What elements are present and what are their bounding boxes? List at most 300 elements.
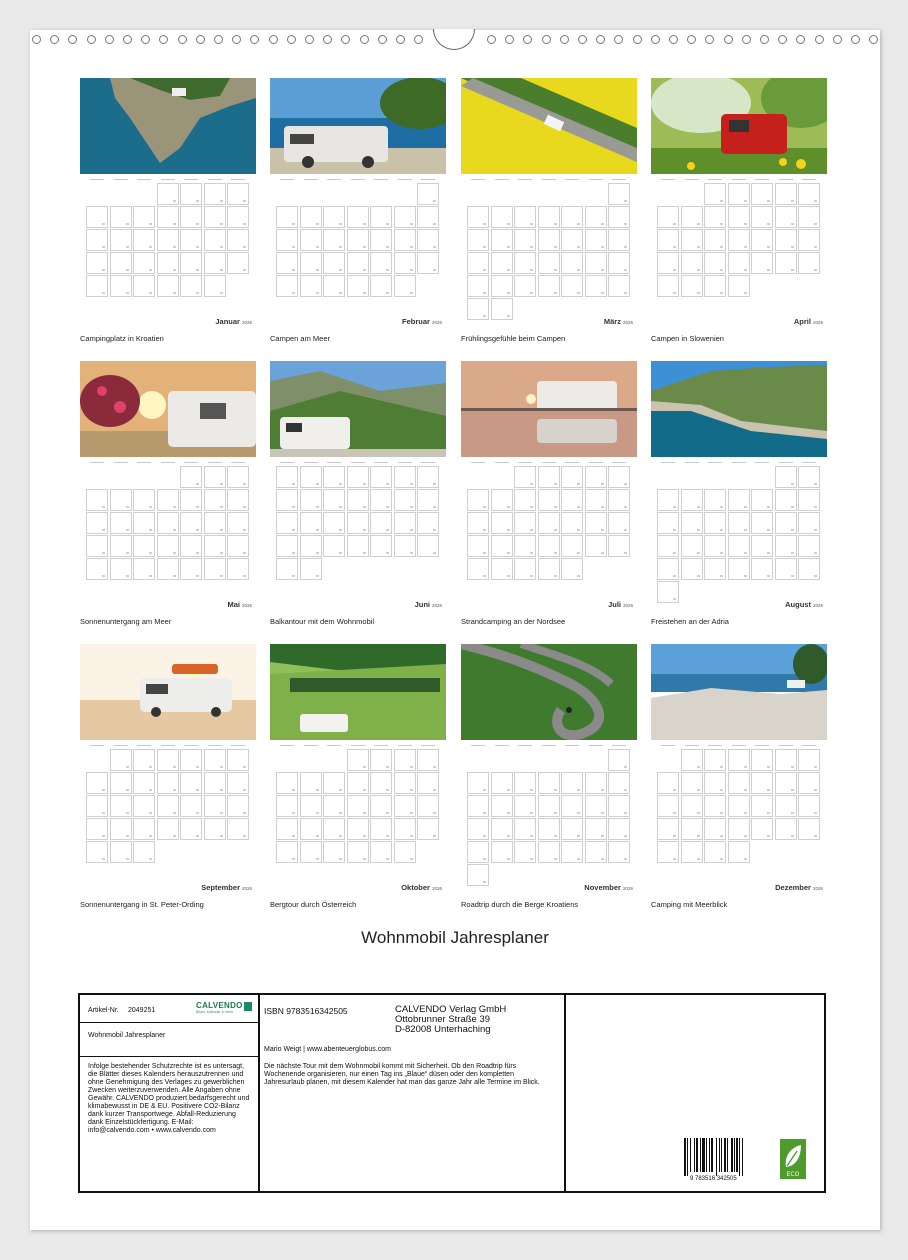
day-cell[interactable] (467, 512, 489, 534)
day-cell[interactable] (514, 512, 536, 534)
day-cell[interactable] (514, 466, 536, 488)
day-cell[interactable] (204, 206, 226, 228)
day-cell[interactable] (561, 795, 583, 817)
day-cell[interactable] (514, 252, 536, 274)
day-cell[interactable] (300, 772, 322, 794)
day-cell[interactable] (467, 298, 489, 320)
day-cell[interactable] (585, 466, 607, 488)
day-cell[interactable] (681, 795, 703, 817)
day-cell[interactable] (417, 206, 439, 228)
day-cell[interactable] (157, 558, 179, 580)
day-cell[interactable] (538, 512, 560, 534)
day-cell[interactable] (608, 818, 630, 840)
day-cell[interactable] (467, 864, 489, 886)
day-cell[interactable] (751, 252, 773, 274)
day-cell[interactable] (180, 252, 202, 274)
day-cell[interactable] (514, 772, 536, 794)
day-cell[interactable] (110, 512, 132, 534)
day-cell[interactable] (323, 535, 345, 557)
day-cell[interactable] (347, 275, 369, 297)
day-cell[interactable] (180, 183, 202, 205)
day-cell[interactable] (798, 795, 820, 817)
day-cell[interactable] (157, 795, 179, 817)
day-cell[interactable] (417, 229, 439, 251)
day-cell[interactable] (775, 252, 797, 274)
day-cell[interactable] (417, 818, 439, 840)
day-cell[interactable] (728, 841, 750, 863)
day-cell[interactable] (704, 818, 726, 840)
day-cell[interactable] (323, 772, 345, 794)
day-cell[interactable] (704, 558, 726, 580)
day-cell[interactable] (110, 772, 132, 794)
day-cell[interactable] (347, 229, 369, 251)
day-cell[interactable] (133, 795, 155, 817)
day-cell[interactable] (227, 183, 249, 205)
day-cell[interactable] (110, 229, 132, 251)
day-cell[interactable] (538, 489, 560, 511)
day-cell[interactable] (775, 772, 797, 794)
day-cell[interactable] (608, 183, 630, 205)
day-cell[interactable] (681, 229, 703, 251)
day-cell[interactable] (204, 252, 226, 274)
day-cell[interactable] (417, 749, 439, 771)
day-cell[interactable] (157, 229, 179, 251)
day-cell[interactable] (751, 183, 773, 205)
day-cell[interactable] (276, 466, 298, 488)
day-cell[interactable] (300, 229, 322, 251)
day-cell[interactable] (538, 558, 560, 580)
day-cell[interactable] (133, 841, 155, 863)
day-cell[interactable] (561, 535, 583, 557)
day-cell[interactable] (704, 795, 726, 817)
day-cell[interactable] (561, 206, 583, 228)
day-cell[interactable] (370, 252, 392, 274)
day-cell[interactable] (585, 489, 607, 511)
day-cell[interactable] (585, 795, 607, 817)
day-cell[interactable] (491, 275, 513, 297)
day-cell[interactable] (86, 206, 108, 228)
day-cell[interactable] (798, 466, 820, 488)
day-cell[interactable] (347, 252, 369, 274)
day-cell[interactable] (276, 818, 298, 840)
day-cell[interactable] (561, 558, 583, 580)
day-cell[interactable] (86, 489, 108, 511)
day-cell[interactable] (467, 206, 489, 228)
day-cell[interactable] (538, 275, 560, 297)
day-cell[interactable] (394, 252, 416, 274)
day-cell[interactable] (323, 206, 345, 228)
day-cell[interactable] (204, 275, 226, 297)
day-cell[interactable] (394, 772, 416, 794)
day-cell[interactable] (394, 535, 416, 557)
day-cell[interactable] (538, 795, 560, 817)
day-cell[interactable] (276, 772, 298, 794)
day-cell[interactable] (227, 252, 249, 274)
day-cell[interactable] (775, 466, 797, 488)
day-cell[interactable] (704, 252, 726, 274)
day-cell[interactable] (775, 795, 797, 817)
day-cell[interactable] (300, 558, 322, 580)
day-cell[interactable] (538, 466, 560, 488)
day-cell[interactable] (681, 749, 703, 771)
day-cell[interactable] (704, 535, 726, 557)
day-cell[interactable] (657, 275, 679, 297)
day-cell[interactable] (681, 489, 703, 511)
day-cell[interactable] (300, 535, 322, 557)
day-cell[interactable] (657, 581, 679, 603)
day-cell[interactable] (394, 818, 416, 840)
day-cell[interactable] (681, 206, 703, 228)
day-cell[interactable] (561, 466, 583, 488)
day-cell[interactable] (585, 275, 607, 297)
day-cell[interactable] (585, 841, 607, 863)
day-cell[interactable] (227, 489, 249, 511)
day-cell[interactable] (133, 749, 155, 771)
day-cell[interactable] (538, 535, 560, 557)
day-cell[interactable] (323, 818, 345, 840)
day-cell[interactable] (394, 841, 416, 863)
day-cell[interactable] (370, 818, 392, 840)
day-cell[interactable] (180, 558, 202, 580)
day-cell[interactable] (347, 512, 369, 534)
day-cell[interactable] (561, 229, 583, 251)
day-cell[interactable] (514, 841, 536, 863)
day-cell[interactable] (227, 558, 249, 580)
day-cell[interactable] (300, 252, 322, 274)
day-cell[interactable] (681, 558, 703, 580)
day-cell[interactable] (538, 206, 560, 228)
day-cell[interactable] (323, 275, 345, 297)
day-cell[interactable] (798, 489, 820, 511)
day-cell[interactable] (323, 795, 345, 817)
day-cell[interactable] (180, 206, 202, 228)
day-cell[interactable] (86, 535, 108, 557)
day-cell[interactable] (133, 558, 155, 580)
day-cell[interactable] (110, 795, 132, 817)
day-cell[interactable] (608, 252, 630, 274)
day-cell[interactable] (467, 772, 489, 794)
day-cell[interactable] (157, 252, 179, 274)
day-cell[interactable] (227, 206, 249, 228)
day-cell[interactable] (394, 795, 416, 817)
day-cell[interactable] (370, 749, 392, 771)
day-cell[interactable] (728, 489, 750, 511)
day-cell[interactable] (728, 275, 750, 297)
day-cell[interactable] (370, 795, 392, 817)
day-cell[interactable] (86, 818, 108, 840)
day-cell[interactable] (394, 749, 416, 771)
day-cell[interactable] (657, 206, 679, 228)
day-cell[interactable] (775, 206, 797, 228)
day-cell[interactable] (775, 818, 797, 840)
day-cell[interactable] (561, 275, 583, 297)
day-cell[interactable] (157, 749, 179, 771)
day-cell[interactable] (110, 275, 132, 297)
day-cell[interactable] (775, 512, 797, 534)
day-cell[interactable] (86, 558, 108, 580)
day-cell[interactable] (300, 512, 322, 534)
day-cell[interactable] (704, 206, 726, 228)
day-cell[interactable] (798, 229, 820, 251)
day-cell[interactable] (608, 772, 630, 794)
day-cell[interactable] (227, 749, 249, 771)
day-cell[interactable] (347, 489, 369, 511)
day-cell[interactable] (323, 252, 345, 274)
day-cell[interactable] (798, 252, 820, 274)
day-cell[interactable] (491, 818, 513, 840)
day-cell[interactable] (110, 206, 132, 228)
day-cell[interactable] (180, 818, 202, 840)
day-cell[interactable] (491, 512, 513, 534)
day-cell[interactable] (798, 535, 820, 557)
day-cell[interactable] (180, 512, 202, 534)
day-cell[interactable] (681, 512, 703, 534)
day-cell[interactable] (370, 772, 392, 794)
day-cell[interactable] (538, 772, 560, 794)
day-cell[interactable] (514, 206, 536, 228)
day-cell[interactable] (608, 206, 630, 228)
day-cell[interactable] (394, 466, 416, 488)
day-cell[interactable] (561, 818, 583, 840)
day-cell[interactable] (704, 841, 726, 863)
day-cell[interactable] (180, 772, 202, 794)
day-cell[interactable] (370, 229, 392, 251)
day-cell[interactable] (180, 489, 202, 511)
day-cell[interactable] (514, 795, 536, 817)
day-cell[interactable] (86, 229, 108, 251)
day-cell[interactable] (157, 275, 179, 297)
day-cell[interactable] (180, 535, 202, 557)
day-cell[interactable] (300, 818, 322, 840)
day-cell[interactable] (417, 772, 439, 794)
day-cell[interactable] (133, 252, 155, 274)
day-cell[interactable] (561, 512, 583, 534)
day-cell[interactable] (491, 772, 513, 794)
day-cell[interactable] (276, 841, 298, 863)
day-cell[interactable] (467, 489, 489, 511)
day-cell[interactable] (276, 512, 298, 534)
day-cell[interactable] (204, 749, 226, 771)
day-cell[interactable] (323, 229, 345, 251)
day-cell[interactable] (110, 489, 132, 511)
day-cell[interactable] (157, 818, 179, 840)
day-cell[interactable] (394, 206, 416, 228)
day-cell[interactable] (86, 252, 108, 274)
day-cell[interactable] (180, 749, 202, 771)
day-cell[interactable] (300, 206, 322, 228)
day-cell[interactable] (798, 818, 820, 840)
day-cell[interactable] (467, 841, 489, 863)
day-cell[interactable] (110, 558, 132, 580)
day-cell[interactable] (204, 535, 226, 557)
day-cell[interactable] (370, 206, 392, 228)
day-cell[interactable] (133, 229, 155, 251)
day-cell[interactable] (204, 183, 226, 205)
day-cell[interactable] (394, 229, 416, 251)
day-cell[interactable] (133, 772, 155, 794)
day-cell[interactable] (514, 558, 536, 580)
day-cell[interactable] (728, 795, 750, 817)
day-cell[interactable] (133, 535, 155, 557)
day-cell[interactable] (276, 558, 298, 580)
day-cell[interactable] (133, 206, 155, 228)
day-cell[interactable] (538, 841, 560, 863)
day-cell[interactable] (417, 795, 439, 817)
day-cell[interactable] (585, 252, 607, 274)
day-cell[interactable] (133, 489, 155, 511)
day-cell[interactable] (608, 466, 630, 488)
day-cell[interactable] (798, 183, 820, 205)
day-cell[interactable] (681, 772, 703, 794)
day-cell[interactable] (704, 275, 726, 297)
day-cell[interactable] (347, 795, 369, 817)
day-cell[interactable] (227, 772, 249, 794)
day-cell[interactable] (775, 229, 797, 251)
day-cell[interactable] (561, 841, 583, 863)
day-cell[interactable] (204, 512, 226, 534)
day-cell[interactable] (347, 749, 369, 771)
day-cell[interactable] (417, 535, 439, 557)
day-cell[interactable] (681, 818, 703, 840)
day-cell[interactable] (467, 818, 489, 840)
day-cell[interactable] (467, 229, 489, 251)
day-cell[interactable] (157, 772, 179, 794)
day-cell[interactable] (751, 489, 773, 511)
day-cell[interactable] (704, 489, 726, 511)
day-cell[interactable] (608, 512, 630, 534)
day-cell[interactable] (276, 275, 298, 297)
day-cell[interactable] (608, 749, 630, 771)
day-cell[interactable] (798, 512, 820, 534)
day-cell[interactable] (110, 749, 132, 771)
day-cell[interactable] (514, 489, 536, 511)
day-cell[interactable] (751, 749, 773, 771)
day-cell[interactable] (608, 795, 630, 817)
day-cell[interactable] (681, 841, 703, 863)
day-cell[interactable] (417, 252, 439, 274)
day-cell[interactable] (657, 558, 679, 580)
day-cell[interactable] (86, 841, 108, 863)
day-cell[interactable] (157, 512, 179, 534)
day-cell[interactable] (133, 512, 155, 534)
day-cell[interactable] (394, 512, 416, 534)
day-cell[interactable] (751, 535, 773, 557)
day-cell[interactable] (798, 558, 820, 580)
day-cell[interactable] (110, 841, 132, 863)
day-cell[interactable] (370, 535, 392, 557)
day-cell[interactable] (657, 252, 679, 274)
day-cell[interactable] (157, 206, 179, 228)
day-cell[interactable] (657, 489, 679, 511)
day-cell[interactable] (204, 795, 226, 817)
day-cell[interactable] (538, 229, 560, 251)
day-cell[interactable] (538, 818, 560, 840)
day-cell[interactable] (180, 229, 202, 251)
day-cell[interactable] (300, 841, 322, 863)
day-cell[interactable] (798, 772, 820, 794)
day-cell[interactable] (608, 535, 630, 557)
day-cell[interactable] (204, 772, 226, 794)
day-cell[interactable] (491, 795, 513, 817)
day-cell[interactable] (491, 558, 513, 580)
day-cell[interactable] (323, 512, 345, 534)
day-cell[interactable] (491, 229, 513, 251)
day-cell[interactable] (798, 749, 820, 771)
day-cell[interactable] (491, 252, 513, 274)
day-cell[interactable] (157, 489, 179, 511)
day-cell[interactable] (704, 772, 726, 794)
day-cell[interactable] (347, 841, 369, 863)
day-cell[interactable] (180, 275, 202, 297)
day-cell[interactable] (347, 535, 369, 557)
day-cell[interactable] (608, 489, 630, 511)
day-cell[interactable] (728, 183, 750, 205)
day-cell[interactable] (728, 252, 750, 274)
day-cell[interactable] (86, 795, 108, 817)
day-cell[interactable] (370, 489, 392, 511)
day-cell[interactable] (323, 466, 345, 488)
day-cell[interactable] (491, 206, 513, 228)
day-cell[interactable] (704, 183, 726, 205)
day-cell[interactable] (300, 795, 322, 817)
day-cell[interactable] (751, 512, 773, 534)
day-cell[interactable] (728, 749, 750, 771)
day-cell[interactable] (681, 535, 703, 557)
day-cell[interactable] (798, 206, 820, 228)
day-cell[interactable] (585, 818, 607, 840)
day-cell[interactable] (417, 183, 439, 205)
day-cell[interactable] (370, 841, 392, 863)
day-cell[interactable] (276, 229, 298, 251)
day-cell[interactable] (751, 818, 773, 840)
day-cell[interactable] (300, 275, 322, 297)
day-cell[interactable] (394, 275, 416, 297)
day-cell[interactable] (538, 252, 560, 274)
day-cell[interactable] (300, 489, 322, 511)
day-cell[interactable] (227, 512, 249, 534)
day-cell[interactable] (514, 229, 536, 251)
day-cell[interactable] (370, 512, 392, 534)
day-cell[interactable] (728, 206, 750, 228)
day-cell[interactable] (728, 558, 750, 580)
day-cell[interactable] (751, 772, 773, 794)
day-cell[interactable] (467, 275, 489, 297)
day-cell[interactable] (657, 772, 679, 794)
day-cell[interactable] (751, 795, 773, 817)
day-cell[interactable] (86, 772, 108, 794)
day-cell[interactable] (585, 206, 607, 228)
day-cell[interactable] (276, 489, 298, 511)
day-cell[interactable] (585, 535, 607, 557)
day-cell[interactable] (204, 466, 226, 488)
day-cell[interactable] (86, 512, 108, 534)
day-cell[interactable] (204, 818, 226, 840)
day-cell[interactable] (227, 795, 249, 817)
day-cell[interactable] (276, 206, 298, 228)
day-cell[interactable] (751, 206, 773, 228)
day-cell[interactable] (608, 275, 630, 297)
day-cell[interactable] (561, 772, 583, 794)
day-cell[interactable] (728, 229, 750, 251)
day-cell[interactable] (728, 512, 750, 534)
day-cell[interactable] (608, 229, 630, 251)
day-cell[interactable] (467, 535, 489, 557)
day-cell[interactable] (751, 558, 773, 580)
day-cell[interactable] (491, 489, 513, 511)
day-cell[interactable] (775, 749, 797, 771)
day-cell[interactable] (751, 229, 773, 251)
day-cell[interactable] (180, 795, 202, 817)
